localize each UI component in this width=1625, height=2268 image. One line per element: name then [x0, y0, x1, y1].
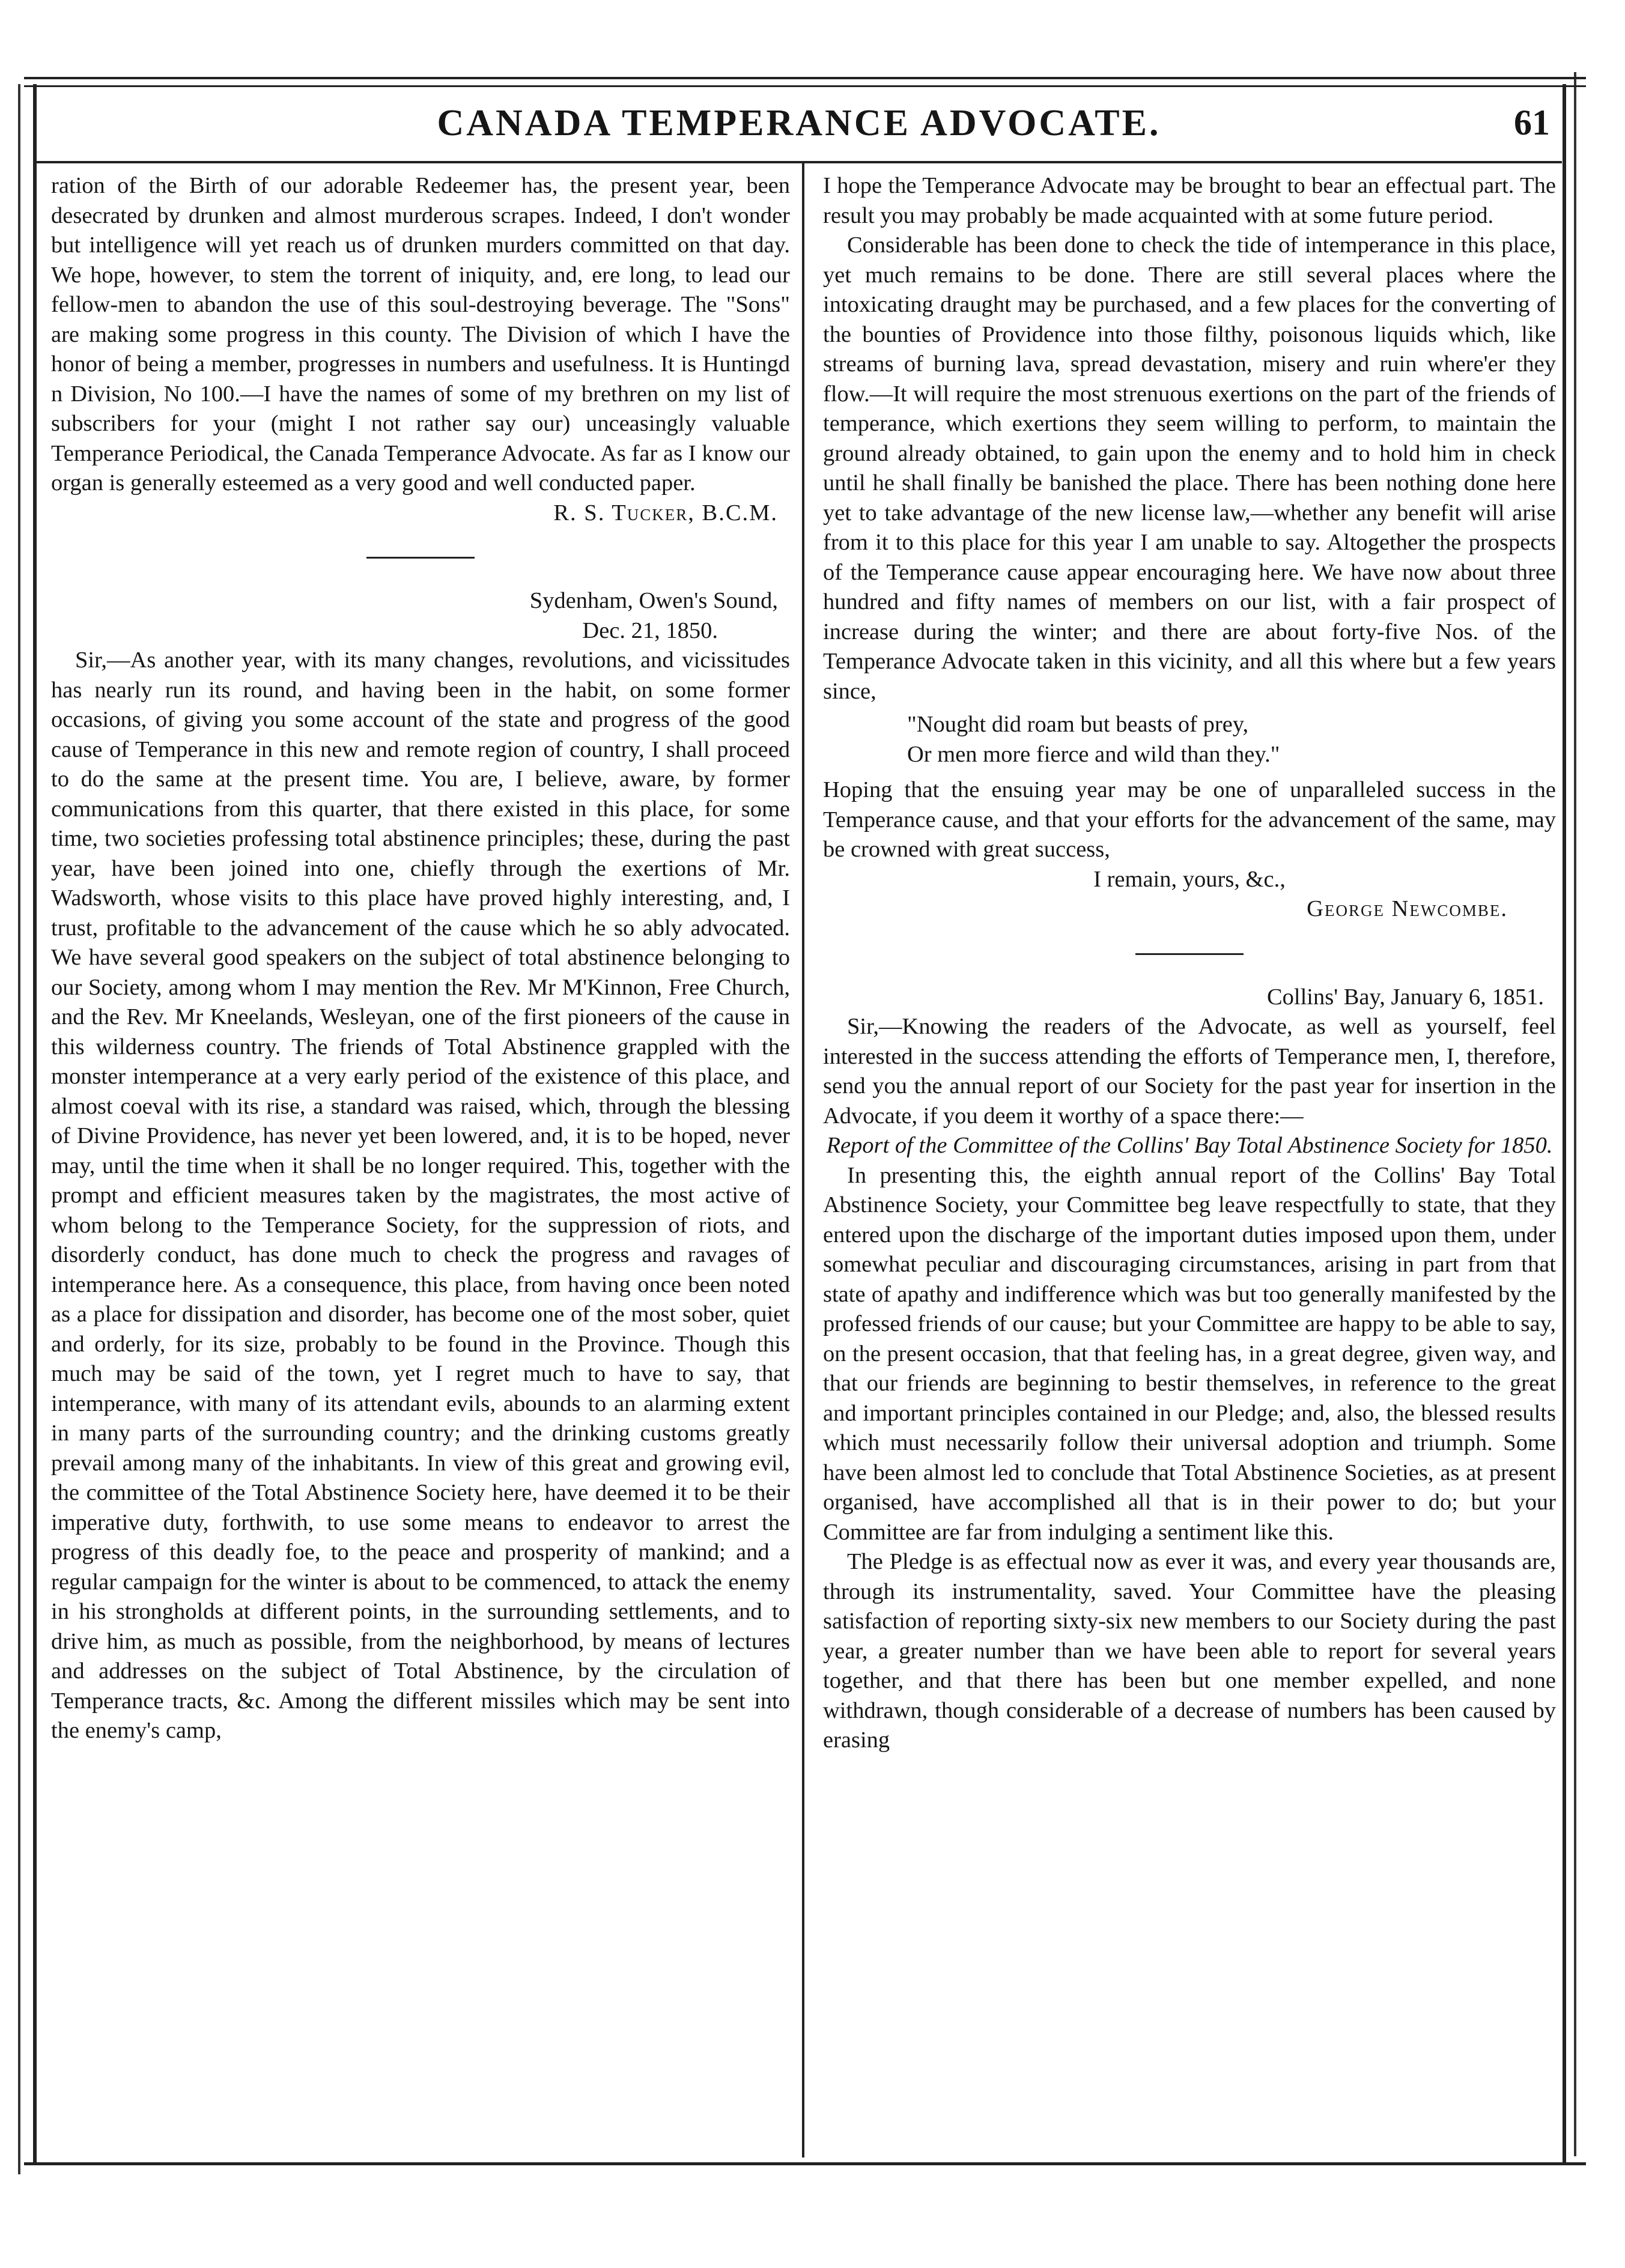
column-divider [802, 163, 804, 2157]
section-separator [1135, 953, 1244, 955]
right-column [823, 171, 1556, 1756]
publication-title: CANADA TEMPERANCE ADVOCATE. [437, 103, 1161, 144]
section-separator [366, 557, 475, 559]
poem-line: Or men more fierce and wild than they." [907, 741, 1280, 767]
page-header [36, 90, 1562, 162]
bottom-rule [24, 2162, 1586, 2165]
page-number: 61 [1514, 103, 1550, 142]
closing-salutation: I remain, yours, &c., [1093, 866, 1286, 892]
poem-line: "Nought did roam but beasts of prey, [907, 712, 1249, 737]
outer-border-right [1574, 72, 1576, 2156]
letter-sydenham-closing: Hoping that the ensuing year may be one of unparalleled success in the Temperance cause, and that your efforts for the advancement of the same, may be crowned with great success, [823, 777, 1556, 862]
signature-tucker: R. S. Tucker, B.C.M. [553, 500, 778, 526]
report-title: Report of the Committee of the Collins' Bay Total Abstinence Society for 1850. [826, 1133, 1553, 1158]
letter-sydenham-paragraph: Considerable has been done to check the tide of intemperance in this place, yet much remains to be done. There are still several places where the intoxicating draught may be purchased, and a few places for the converting of the bounties of Providence into those filthy, poisonous liquids which, like streams of burning lava, spread devastation, misery and ruin where'er they flow.—It will require the most strenuous exertions on the part of the friends of temperance, which exertions they seem willing to perform, to maintain the ground already obtained, to gain upon the enemy and to hold him in check until he shall finally be banished the place. There has been nothing done here yet to take advantage of the new license law,—whether any benefit will arise from it to this place for this year I am unable to say. Altogether the prospects of the Temperance cause appear encouraging here. We have now about three hundred and fifty names of members on our list, with a fair prospect of increase during the winter; and there are about forty-five Nos. of the Temperance Advocate taken in this vicinity, and all this where but a few years since, [823, 232, 1556, 704]
report-paragraph: The Pledge is as effectual now as ever it was, and every year thousands are, through its instrumentality, saved. Your Committee have the pleasing satisfaction of reporting sixty-six new members to our Society during the past year, a greater number than we have been able to report for several years together, and that there has been but one member expelled, and none withdrawn, though considerable of a decrease of numbers has been caused by erasing [823, 1549, 1556, 1753]
report-paragraph: In presenting this, the eighth annual report of the Collins' Bay Total Abstinence Society, your Committee beg leave respectfully to state, that they entered upon the discharge of the important duties imposed upon them, under somewhat peculiar and discouraging circumstances, arising in part from that state of apathy and indifference which was but too generally manifested by the professed friends of our cause; but your Committee are happy to be able to say, on the present occasion, that that feeling has, in a great degree, given way, and that our friends are beginning to bestir themselves, in reference to the great and important principles contained in our Pledge; and, also, the blessed results which must necessarily follow their universal adoption and triumph. Some have been almost led to conclude that Total Abstinence Societies, as at present organised, have accomplished all that is in their power to do; but your Committee are far from indulging a sentiment like this. [823, 1162, 1556, 1545]
poem-quote [907, 710, 1556, 769]
dateline-date: Dec. 21, 1850. [582, 617, 718, 643]
letter-collins-bay-intro: Sir,—Knowing the readers of the Advocate, as well as yourself, feel interested in the success attending the efforts of Temperance men, I, therefore, send you the annual report of our Society for the past year for insertion in the Advocate, if you deem it worthy of a space there:— [823, 1014, 1556, 1129]
letter-sydenham-continued: I hope the Temperance Advocate may be brought to bear an effectual part. The result you may probably be made acquainted with at some future period. [823, 173, 1556, 228]
dateline-place: Sydenham, Owen's Sound, [529, 588, 778, 613]
signature-newcombe: George Newcombe. [1307, 896, 1508, 921]
letter-tucker-body: ration of the Birth of our adorable Redeemer has, the present year, been desecrated by drunken and almost murderous scrapes. Indeed, I don't wonder but intelligence will yet reach us of drunken murders committed on that day. We hope, however, to stem the torrent of iniquity, and, ere long, to lead our fellow-men to abandon the use of this soul-destroying beverage. The "Sons" are making some progress in this county. The Division of which I have the honor of being a member, progresses in numbers and usefulness. It is Huntingd n Division, No 100.—I have the names of some of my brethren on my list of subscribers for your (might I not rather say our) unceasingly valuable Temperance Periodical, the Canada Temperance Advocate. As far as I know our organ is generally esteemed as a very good and well conducted paper. [51, 173, 790, 496]
top-rule [24, 77, 1586, 79]
dateline-collins-bay: Collins' Bay, January 6, 1851. [1266, 984, 1544, 1010]
letter-sydenham-body: Sir,—As another year, with its many changes, revolutions, and vicissitudes has nearly run its round, and having been in the habit, on some former occasions, of giving you some account of the state and progress of the good cause of Temperance in this new and remote region of country, I shall proceed to do the same at the present time. You are, I believe, aware, by former communications from this quarter, that there existed in this place, for some time, two societies professing total abstinence principles; these, during the past year, have been joined into one, chiefly through the exertions of Mr. Wadsworth, whose visits to this place have proved highly interesting, and, I trust, profitable to the advancement of the cause which he so ably advocated. We have several good speakers on the subject of total abstinence belonging to our Society, among whom I may mention the Rev. Mr M'Kinnon, Free Church, and the Rev. Mr Kneelands, Wesleyan, one of the first pioneers of the cause in this wilderness country. The friends of Total Abstinence grappled with the monster intemperance at a very early period of the existence of this place, and almost coeval with its rise, a standard was raised, which, through the blessing of Divine Providence, has never yet been lowered, and, it is to be hoped, never may, until the time when it shall be no longer required. This, together with the prompt and efficient measures taken by the magistrates, the most active of whom belong to the Temperance Society, for the suppression of riots, and disorderly conduct, has done much to check the progress and ravages of intemperance here. As a consequence, this place, from having once been noted as a place for dissipation and disorder, has become one of the most sober, quiet and orderly, for its size, probably to be found in the Province. Though this much may be said of the town, yet I regret much to have to say, that intemperance, with many of its attendant evils, abounds to an alarming extent in many parts of the surrounding country; and the drinking customs greatly prevail among many of the inhabitants. In view of this great and growing evil, the committee of the Total Abstinence Society here, have deemed it to be their imperative duty, forthwith, to use some means to endeavor to arrest the progress of this deadly foe, to the peace and prosperity of mankind; and a regular campaign for the winter is about to be commenced, to attack the enemy in his strongholds at different points, in the surrounding settlements, and to drive him, as much as possible, from the neighborhood, by means of lectures and addresses on the subject of Total Abstinence, by the circulation of Temperance tracts, &c. Among the different missiles which may be sent into the enemy's camp, [51, 647, 790, 1743]
outer-border-left [18, 84, 20, 2174]
left-column [51, 171, 790, 1746]
header-rule [36, 161, 1562, 163]
